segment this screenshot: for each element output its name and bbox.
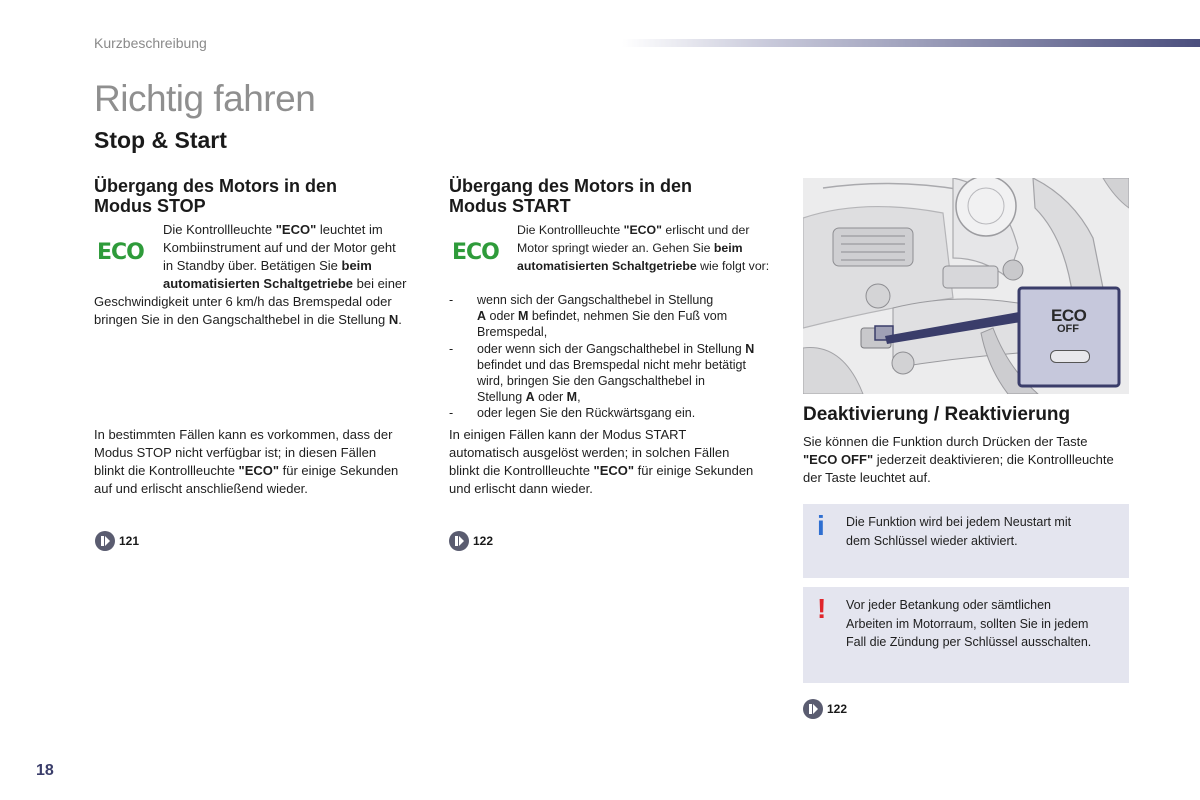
info-box-text: Die Funktion wird bei jedem Neustart mit dem Schlüssel wieder aktiviert. [846,515,1072,548]
page-ref-arrow-icon [449,531,469,551]
col2-heading [449,176,769,216]
eco-off-button-indicator [1050,350,1090,363]
warning-icon: ! [817,593,827,624]
page-number: 18 [36,762,54,779]
col1-page-ref-number: 121 [119,534,140,548]
eco-indicator-icon: ECO [97,240,144,265]
col2-note: In einigen Fällen kann der Modus START automatisch ausgelöst werden; in solchen Fällen blinkt die Kontrollleuchte "ECO" für einige Sekunden und erlischt dann wieder. [449,427,754,496]
eco-indicator-icon: ECO [452,240,499,265]
col2-heading-line1: Übergang des Motors in den [449,176,693,196]
page-subtitle: Stop & Start [94,127,227,153]
col2-page-ref-number: 122 [473,534,494,548]
col2-bullet-list [449,292,774,422]
eco-off-button-eco-label: ECO [1051,306,1087,325]
info-icon: i [817,510,825,541]
warning-box-text: Vor jeder Betankung oder sämtlichen Arbeiten im Motorraum, sollten Sie in jedem Fall die Zündung per Schlüssel ausschalten. [846,598,1092,649]
col1-heading-line2: Modus STOP [94,196,206,216]
col2-intro: Die Kontrollleuchte "ECO" erlischt und der Motor springt wieder an. Gehen Sie beim automatisierten Schaltgetriebe wie folgt vor: [517,223,770,273]
col3-text: Sie können die Funktion durch Drücken der Taste "ECO OFF" jederzeit deaktivieren; die Kontrollleuchte der Taste leuchtet auf. [803,434,1114,485]
list-item: - oder wenn sich der Gangschalthebel in Stellung N befindet und das Bremspedal nicht mehr betätigt wird, bringen Sie den Gangschalthebel in Stellung A oder M, [449,341,774,406]
list-item: - oder legen Sie den Rückwärtsgang ein. [449,405,774,421]
col3-page-ref[interactable] [803,699,847,719]
page-title: Richtig fahren [94,78,316,119]
section-label: Kurzbeschreibung [94,35,207,51]
col1-page-ref[interactable] [95,531,139,551]
col1-note: In bestimmten Fällen kann es vorkommen, dass der Modus STOP nicht verfügbar ist; in diesen Fällen blinkt die Kontrollleuchte "ECO" für einige Sekunden auf und erlischt anschließend wieder. [94,427,399,496]
info-box [803,504,1129,578]
col2-heading-line2: Modus START [449,196,571,216]
dashboard-illustration [803,178,1129,394]
list-item: - wenn sich der Gangschalthebel in Stellung A oder M befindet, nehmen Sie den Fuß vom Bremspedal, [449,292,774,341]
col3-heading-text: Deaktivierung / Reaktivierung [803,404,1071,425]
page-ref-arrow-icon [803,699,823,719]
col1-intro-top: Die Kontrollleuchte "ECO" leuchtet im Kombiinstrument auf und der Motor geht in Standby über. Betätigen Sie beim automatisierten Schaltgetriebe bei einer [163,222,407,291]
page-ref-arrow-icon [95,531,115,551]
eco-off-button-off-label: OFF [1057,323,1079,335]
col1-heading [94,176,414,216]
col3-heading [803,405,1070,425]
header-gradient-bar [622,39,1200,47]
col1-intro-bottom: Geschwindigkeit unter 6 km/h das Bremspedal oder bringen Sie in den Gangschalthebel in die Stellung N. [94,294,402,327]
col1-heading-line1: Übergang des Motors in den [94,176,338,196]
col2-page-ref[interactable] [449,531,493,551]
col3-page-ref-number: 122 [827,702,848,716]
warning-box [803,587,1129,683]
